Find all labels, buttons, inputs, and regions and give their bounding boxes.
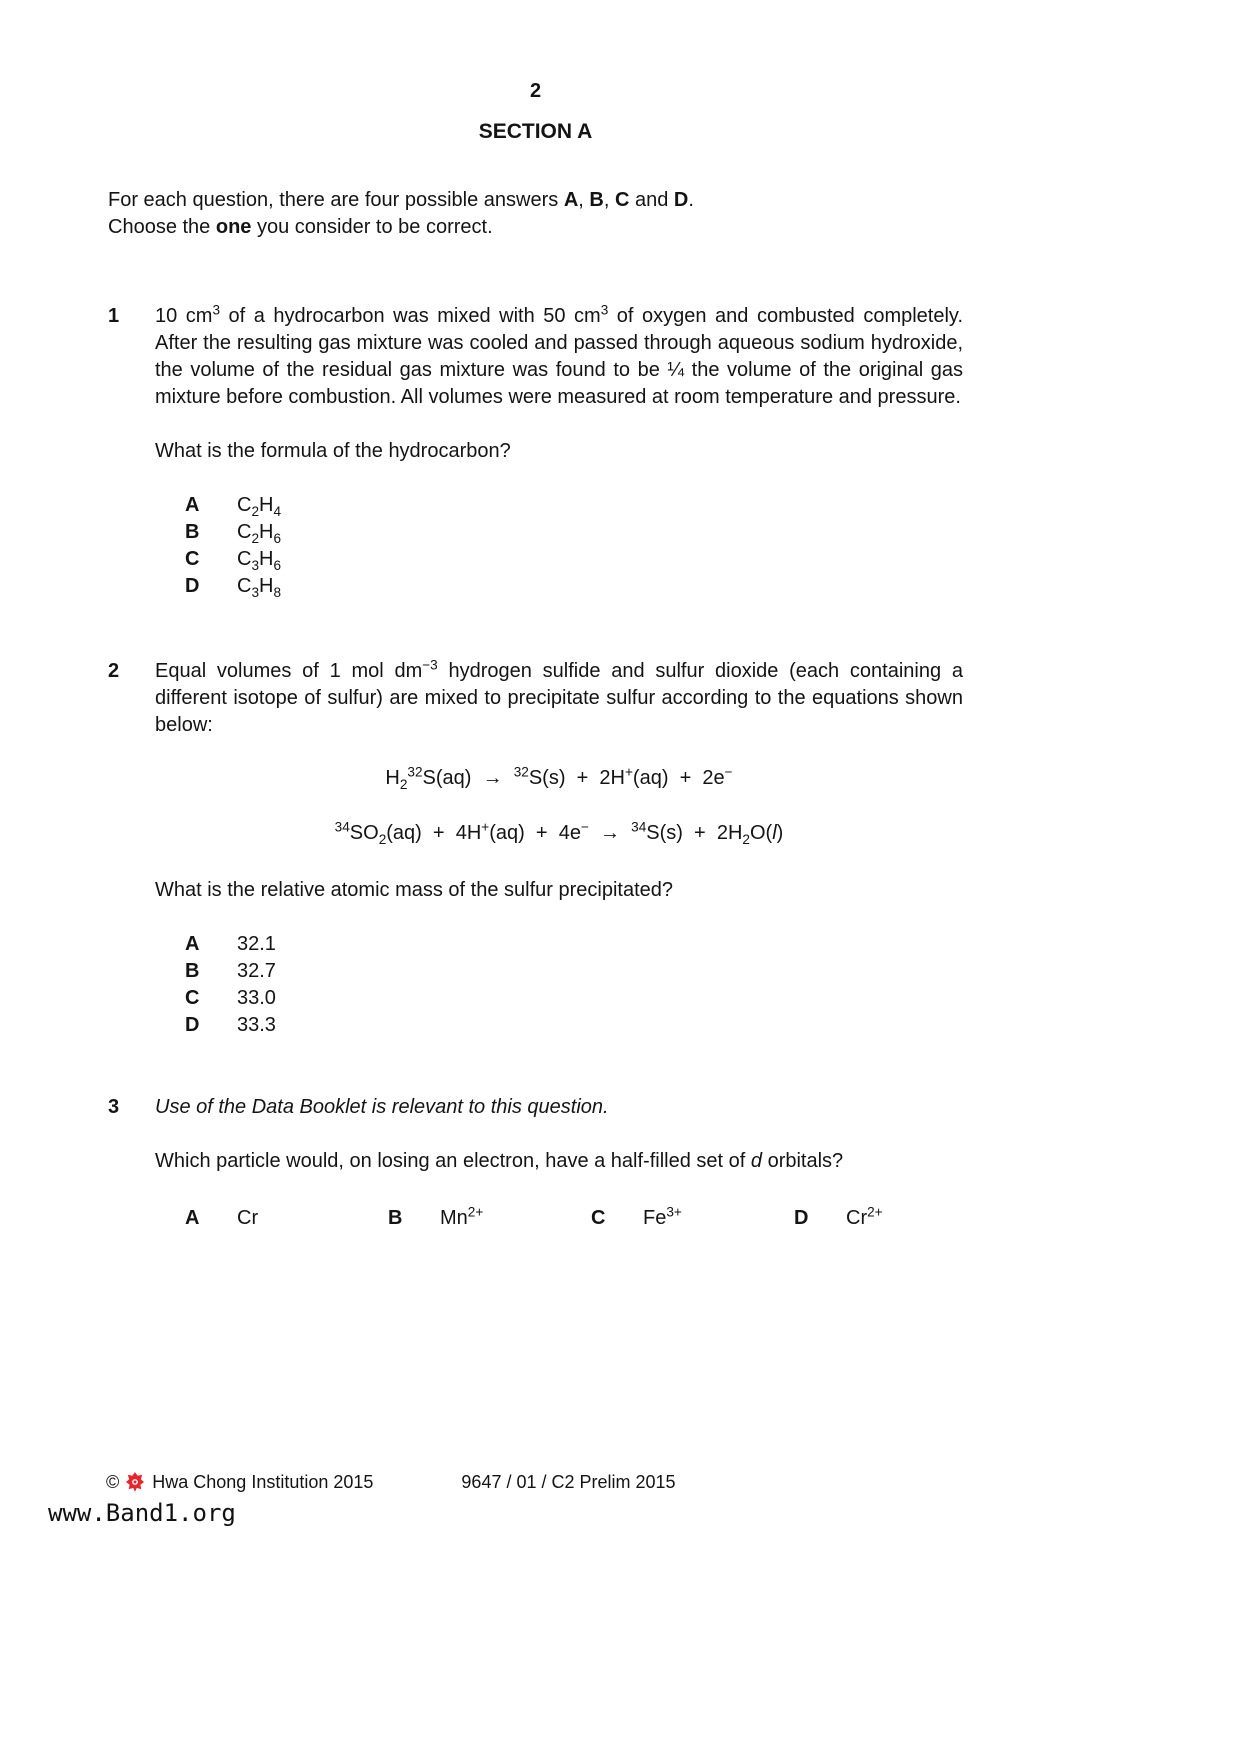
option-letter: A [185,1207,200,1229]
option-row [185,546,963,573]
option-value: Cr [237,1207,259,1229]
option-row [185,1205,388,1232]
question-3 [108,1094,963,1232]
question-3-number: 3 [108,1096,120,1118]
option-value: $C_2H_6$ [237,521,282,546]
page-number: 2 [529,80,542,102]
question-2-number: 2 [108,660,120,682]
option-value: $C_3H_8$ [237,575,282,600]
footer-institution: Hwa Chong Institution 2015 [152,1472,374,1492]
question-2-body-wrap [155,658,963,1039]
question-3-note: Use of the Data Booklet is relevant to this question. [155,1096,609,1118]
question-2-body: Equal volumes of 1 mol $dm^{-3}$ hydrogen sulfide and sulfur dioxide (each containing a different isotope of sulfur) are mixed to precipitate sulfur according to the equations shown below: [155,657,963,736]
option-value: $Fe^{3+}$ [643,1204,682,1229]
option-row [794,1205,883,1232]
hci-crest-icon [126,1472,144,1492]
instructions [108,187,963,241]
option-row [185,958,963,985]
option-letter: C [591,1207,606,1229]
option-value: $Mn^{2+}$ [440,1204,484,1229]
option-value: 33.3 [237,1014,276,1036]
page-footer [106,1470,676,1494]
instruction-line-1: For each question, there are four possible answers A, B, C and D. [108,189,694,211]
option-row [388,1205,591,1232]
section-title: SECTION A [478,120,593,143]
option-value: 32.1 [237,933,276,955]
question-2-options [155,931,963,1039]
equation-2: $^{34}SO_2(aq) + 4H^+(aq) + 4e^- \to ^{34}S(s) + 2H_2O(l)$ [334,819,784,847]
option-letter: D [185,1014,200,1036]
question-2-prompt: What is the relative atomic mass of the sulfur precipitated? [155,879,674,901]
question-3-options [155,1205,963,1232]
option-value: $C_2H_4$ [237,494,282,519]
question-3-body-wrap [155,1094,963,1232]
question-3-prompt: Which particle would, on losing an electron, have a half-filled set of d orbitals? [155,1150,844,1172]
option-row [185,931,963,958]
option-row [185,519,963,546]
option-row [185,573,963,600]
option-row [185,985,963,1012]
option-letter: A [185,494,200,516]
option-row [185,492,963,519]
footer-paper-code: 9647 / 01 / C2 Prelim 2015 [461,1472,676,1492]
option-value: $Cr^{2+}$ [846,1204,883,1229]
copyright-symbol: © [106,1472,120,1492]
option-value: $C_3H_6$ [237,548,282,573]
option-value: 32.7 [237,960,276,982]
equation-1: $H_2^{32}S(aq) \to ^{32}S(s) + 2H^+(aq) + 2e^-$ [385,764,733,792]
question-1-number: 1 [108,305,120,327]
instruction-line-2: Choose the one you consider to be correct. [108,216,493,238]
option-letter: B [388,1207,403,1229]
question-1-prompt: What is the formula of the hydrocarbon? [155,440,511,462]
option-letter: B [185,521,200,543]
question-1-options [155,492,963,600]
option-letter: D [794,1207,809,1229]
option-letter: C [185,987,200,1009]
option-row [185,1012,963,1039]
option-value: 33.0 [237,987,276,1009]
option-letter: B [185,960,200,982]
option-letter: C [185,548,200,570]
question-2 [108,658,963,1039]
question-1-body: 10 $cm^3$ of a hydrocarbon was mixed with 50 $cm^3$ of oxygen and combusted completely. After the resulting gas mixture was cooled and passed through aqueous sodium hydroxide, the volume of the residual gas mixture was found to be ¼ the volume of the original gas mixture before combustion. All volumes were measured at room temperature and pressure. [155,302,964,408]
option-letter: D [185,575,200,597]
option-row [591,1205,794,1232]
question-1-body-wrap [155,303,963,600]
watermark-text: www.Band1.org [48,1499,236,1527]
question-1 [108,303,963,600]
option-letter: A [185,933,200,955]
